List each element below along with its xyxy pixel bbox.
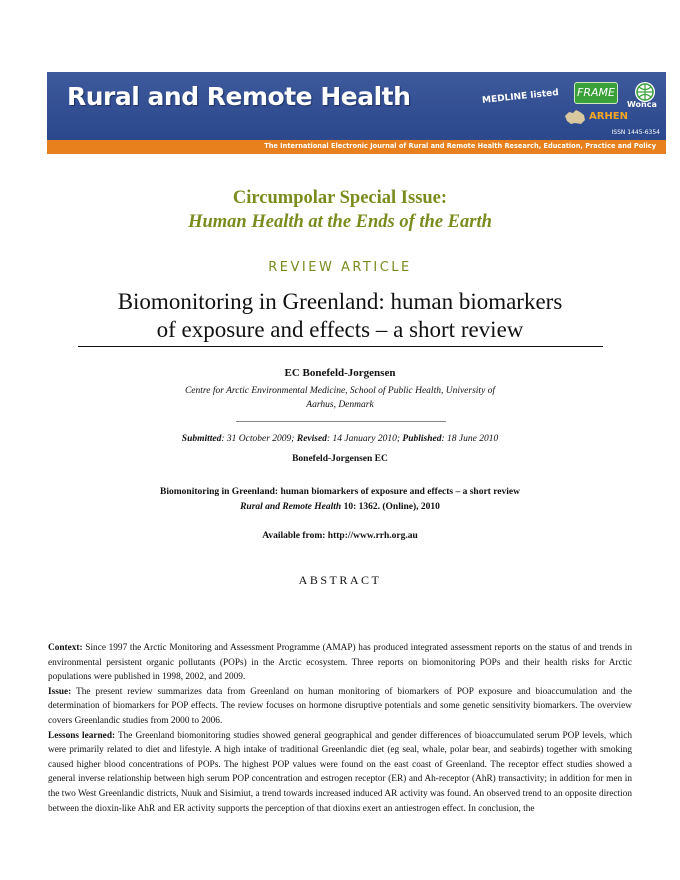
australia-map-icon [563, 108, 587, 126]
revised-date: : 14 January 2010; [326, 434, 403, 444]
context-text: Since 1997 the Arctic Monitoring and Assessment Programme (AMAP) has produced integrated assessment reports on the status of and trends in environmental persistent organic pollutants (POPs) in the Arctic ecosystem. Three reports on biomonitoring POPs and their health risks for Arctic populations were published in 1998, 2002, and 2009. [48, 643, 632, 683]
medline-label: MEDLINE listed [481, 88, 560, 106]
available-from-link[interactable]: Available from: http://www.rrh.org.au [262, 531, 418, 541]
wonca-label: Wonca [627, 100, 657, 109]
special-issue-heading [0, 186, 680, 234]
author-affiliation [0, 384, 680, 412]
abstract-body [48, 641, 632, 816]
frame-logo: FRAME [574, 82, 618, 104]
article-type: REVIEW ARTICLE [268, 260, 412, 275]
abstract-issue [48, 685, 632, 729]
issn-label: ISSN 1445-6354 [611, 129, 660, 136]
banner-strip [47, 140, 666, 154]
issue-label: Issue: [48, 686, 72, 697]
submitted-label: Submitted [181, 434, 222, 444]
affiliation-line1: Centre for Arctic Environmental Medicine, School of Public Health, University of [184, 386, 496, 396]
arhen-label: ARHEN [589, 111, 629, 122]
lessons-label: Lessons learned: [48, 730, 116, 741]
lessons-text: The Greenland biomonitoring studies showed general geographical and gender differences of bioaccumulated serum POP levels, which were primarily related to diet and lifestyle. A high intake of traditional Greenlandic diet (eg seal, whale, polar bear, and seabirds) together with smoking caused higher blood concentrations of POPs. The highest POP values were found on the east coast of Greenland. The receptor effect studies showed a general inverse relationship between high serum POP concentration and estrogen receptor (ER) and Ah-receptor (AhR) transactivity; in addition for men in the two West Greenlandic districts, Nuuk and Sisimiut, a trend towards increased induced AR activity was found. An observed trend to an opposite direction between the dioxin-like AhR and ER activity supports the perception of that dioxins exert an antiestrogen effect. In conclusion, the [48, 730, 632, 814]
submitted-date: : 31 October 2009; [221, 434, 297, 444]
article-title-line1: Biomonitoring in Greenland: human biomarkers [117, 289, 563, 314]
journal-tagline: The International Electronic Journal of Rural and Remote Health Research, Education, Practice and Policy [264, 142, 656, 150]
affiliation-divider [236, 421, 446, 422]
published-label: Published [402, 434, 442, 444]
article-title-line2: of exposure and effects – a short review [156, 317, 524, 342]
author-name: EC Bonefeld-Jorgensen [284, 367, 396, 379]
citation-author: Bonefeld-Jorgensen EC [292, 454, 388, 464]
journal-banner [47, 72, 666, 154]
published-date: : 18 June 2010 [441, 434, 499, 444]
citation-title: Biomonitoring in Greenland: human biomarkers of exposure and effects – a short review [160, 487, 520, 497]
revised-label: Revised [296, 434, 327, 444]
title-divider [78, 346, 603, 347]
special-issue-line1: Circumpolar Special Issue: [232, 188, 448, 208]
citation-journal: Rural and Remote Health [240, 502, 342, 512]
context-label: Context: [48, 643, 83, 653]
citation [0, 485, 680, 515]
abstract-heading: ABSTRACT [298, 573, 382, 587]
special-issue-line2: Human Health at the Ends of the Earth [188, 212, 492, 232]
article-title [0, 288, 680, 344]
citation-details: 10: 1362. (Online), 2010 [341, 502, 440, 512]
journal-name: Rural and Remote Health [67, 82, 411, 111]
wonca-globe-icon [629, 80, 661, 116]
citation-source [0, 500, 680, 515]
abstract-context [48, 641, 632, 685]
publication-dates [0, 434, 680, 444]
issue-text: The present review summarizes data from Greenland on human monitoring of biomarkers of POP exposure and bioaccumulation and the determination of biomarkers for POP effects. The review focuses on hormone disruptive potentials and some genetic sensitivity biomarkers. The overview covers Greenlandic studies from 2000 to 2006. [48, 686, 632, 726]
abstract-lessons [48, 729, 632, 817]
affiliation-line2: Aarhus, Denmark [306, 400, 374, 410]
